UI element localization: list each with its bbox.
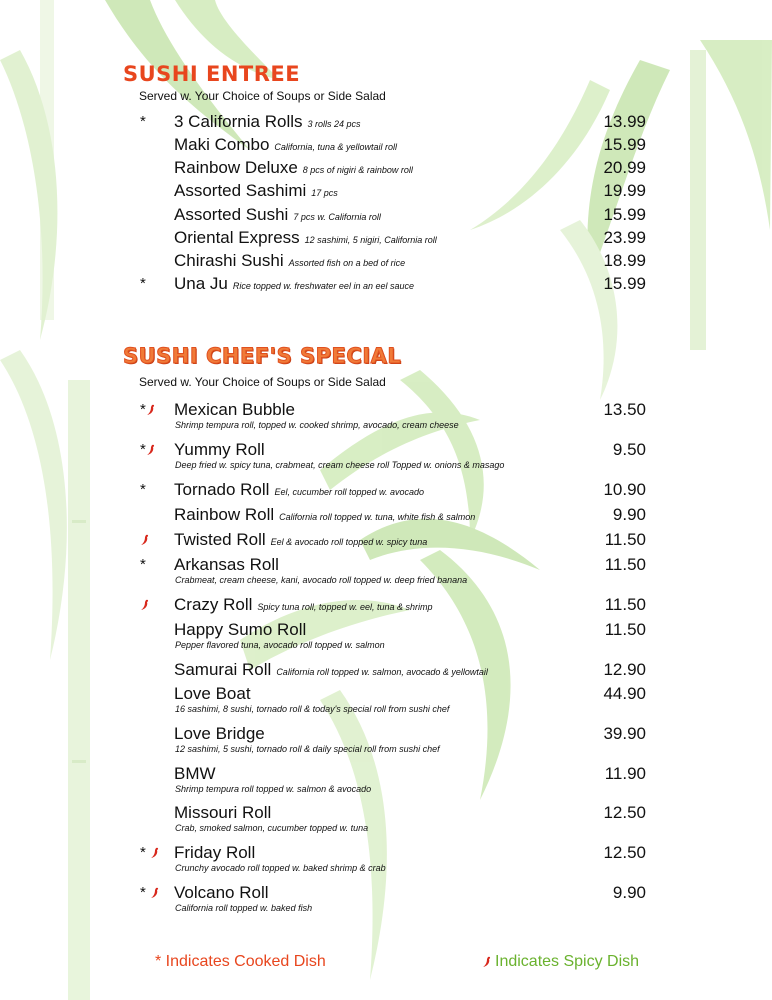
item-description: Pepper flavored tuna, avocado roll topped w. salmon (175, 640, 385, 650)
item-price: 44.90 (603, 684, 646, 703)
item-description: 3 rolls 24 pcs (307, 119, 361, 129)
item-description: California, tuna & yellowtail roll (274, 142, 397, 152)
item-price: 19.99 (603, 181, 646, 200)
item-description: California roll topped w. tuna, white fish & salmon (279, 512, 476, 522)
item-description: Deep fried w. spicy tuna, crabmeat, cream cheese roll Topped w. onions & masago (175, 460, 505, 470)
item-name: BMW (174, 764, 216, 783)
item-price: 11.50 (604, 555, 646, 574)
item-price: 11.50 (604, 620, 646, 639)
item-description: California roll topped w. baked fish (175, 903, 313, 913)
cooked-mark: * (140, 401, 146, 418)
item-name: Chirashi Sushi (174, 251, 284, 270)
item-description: Assorted fish on a bed of rice (288, 258, 406, 268)
item-price: 12.50 (603, 843, 646, 862)
item-price: 9.90 (612, 883, 646, 902)
special-section-subtitle: Served w. Your Choice of Soups or Side Salad (139, 375, 386, 389)
item-description: 12 sashimi, 5 sushi, tornado roll & daily special roll from sushi chef (175, 744, 440, 754)
legend-spicy-label: Indicates Spicy Dish (495, 953, 640, 970)
item-description: 12 sashimi, 5 nigiri, California roll (304, 235, 437, 245)
item-name: Twisted Roll (174, 530, 266, 549)
cooked-mark: * (140, 884, 146, 901)
cooked-mark: * (140, 113, 146, 130)
item-description: Shrimp tempura roll topped w. salmon & avocado (175, 784, 372, 794)
chili-pepper-icon (146, 404, 155, 416)
item-name: Volcano Roll (174, 883, 269, 902)
item-description: 8 pcs of nigiri & rainbow roll (302, 165, 413, 175)
item-name: Assorted Sushi (174, 205, 289, 224)
item-name: Crazy Roll (174, 595, 253, 614)
item-price: 39.90 (603, 724, 646, 743)
chili-pepper-icon (150, 887, 159, 899)
entree-section-title: SUSHI ENTREE (123, 62, 301, 86)
item-name: Mexican Bubble (174, 400, 295, 419)
legend-cooked: * Indicates Cooked Dish (155, 953, 326, 970)
item-price: 12.50 (603, 803, 646, 822)
item-price: 15.99 (603, 274, 646, 293)
item-price: 15.99 (603, 135, 646, 154)
chili-pepper-icon (140, 534, 149, 546)
item-description: California roll topped w. salmon, avocado & yellowtail (276, 667, 488, 677)
item-price: 10.90 (603, 480, 646, 499)
item-name: Oriental Express (174, 228, 300, 247)
item-price: 9.90 (612, 505, 646, 524)
item-price: 13.50 (603, 400, 646, 419)
item-description: 7 pcs w. California roll (293, 212, 381, 222)
cooked-mark: * (140, 275, 146, 292)
item-name: Samurai Roll (174, 660, 272, 679)
item-price: 11.50 (604, 595, 646, 614)
item-name: Rainbow Roll (174, 505, 275, 524)
item-description: Eel, cucumber roll topped w. avocado (274, 487, 425, 497)
item-description: 16 sashimi, 8 sushi, tornado roll & today's special roll from sushi chef (175, 704, 450, 714)
item-price: 11.50 (604, 530, 646, 549)
item-name: Love Boat (174, 684, 251, 703)
item-name: Tornado Roll (174, 480, 270, 499)
item-description: Crunchy avocado roll topped w. baked shrimp & crab (175, 863, 386, 873)
item-price: 12.90 (603, 660, 646, 679)
item-description: Crabmeat, cream cheese, kani, avocado roll topped w. deep fried banana (175, 575, 468, 585)
item-name: 3 California Rolls (174, 112, 303, 131)
cooked-mark: * (140, 481, 146, 498)
item-name: Missouri Roll (174, 803, 272, 822)
item-price: 23.99 (603, 228, 646, 247)
chili-pepper-icon (140, 599, 149, 611)
item-price: 18.99 (603, 251, 646, 270)
item-name: Maki Combo (174, 135, 270, 154)
item-price: 11.90 (604, 764, 646, 783)
item-description: Spicy tuna roll, topped w. eel, tuna & shrimp (257, 602, 433, 612)
item-description: Rice topped w. freshwater eel in an eel sauce (232, 281, 414, 291)
chili-pepper-icon (146, 444, 155, 456)
item-price: 9.50 (612, 440, 646, 459)
special-section-title: SUSHI CHEF'S SPECIAL (123, 344, 402, 368)
item-name: Friday Roll (174, 843, 256, 862)
item-name: Assorted Sashimi (174, 181, 307, 200)
item-name: Love Bridge (174, 724, 265, 743)
item-description: Crab, smoked salmon, cucumber topped w. tuna (175, 823, 369, 833)
legend-spicy (482, 953, 639, 971)
chili-pepper-icon (150, 847, 159, 859)
cooked-mark: * (140, 844, 146, 861)
item-description: Eel & avocado roll topped w. spicy tuna (270, 537, 428, 547)
item-name: Happy Sumo Roll (174, 620, 307, 639)
item-name: Rainbow Deluxe (174, 158, 298, 177)
item-price: 15.99 (603, 205, 646, 224)
entree-section-subtitle: Served w. Your Choice of Soups or Side Salad (139, 89, 386, 103)
cooked-mark: * (140, 441, 146, 458)
item-name: Una Ju (174, 274, 228, 293)
item-name: Arkansas Roll (174, 555, 279, 574)
chili-pepper-icon (482, 956, 491, 968)
item-price: 13.99 (603, 112, 646, 131)
item-price: 20.99 (603, 158, 646, 177)
item-description: 17 pcs (311, 188, 338, 198)
item-description: Shrimp tempura roll, topped w. cooked shrimp, avocado, cream cheese (175, 420, 459, 430)
item-name: Yummy Roll (174, 440, 265, 459)
cooked-mark: * (140, 556, 146, 573)
